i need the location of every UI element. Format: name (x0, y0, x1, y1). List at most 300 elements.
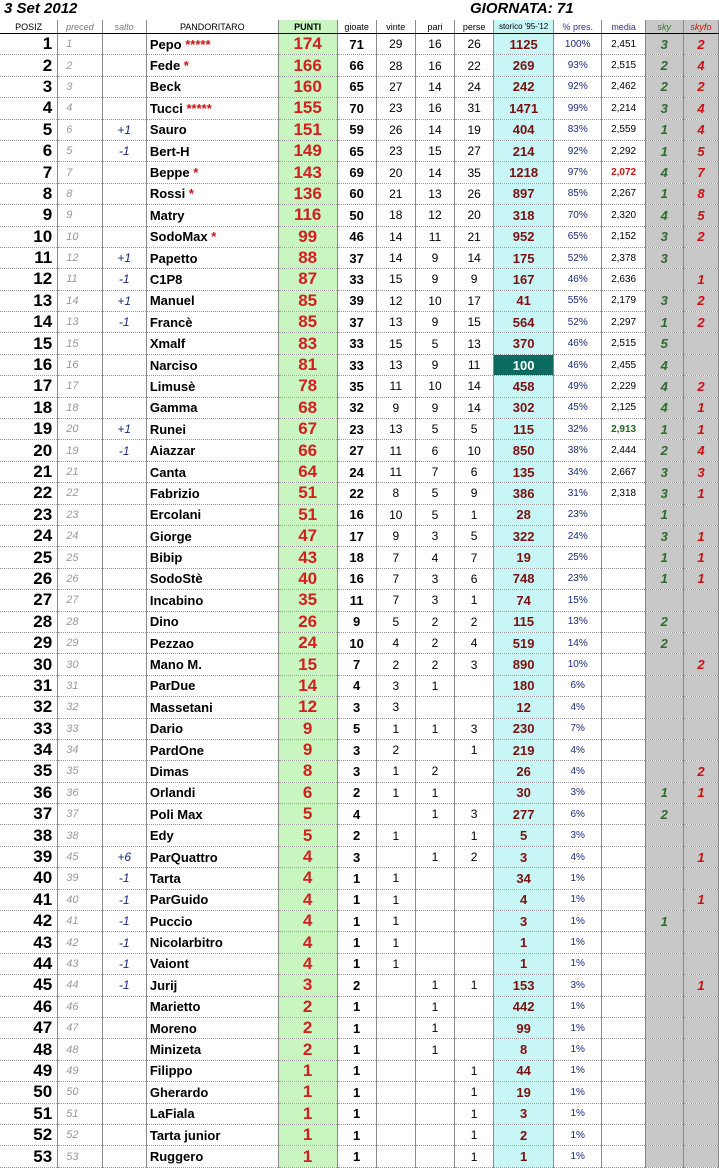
giocate-cell: 33 (337, 333, 376, 354)
media-cell (602, 547, 645, 568)
salto-cell (102, 333, 146, 354)
pos-cell: 42 (0, 911, 58, 932)
presenze-cell: 99% (554, 98, 602, 119)
storico-cell: 8 (494, 1039, 554, 1060)
presenze-cell: 1% (554, 889, 602, 910)
sky-cell (645, 1082, 683, 1103)
pos-cell: 47 (0, 1017, 58, 1038)
pos-cell: 44 (0, 953, 58, 974)
giocate-cell: 3 (337, 846, 376, 867)
vinte-cell: 23 (376, 140, 415, 161)
player-name: Sauro (149, 122, 187, 138)
presenze-cell: 1% (554, 1060, 602, 1081)
table-row (0, 911, 719, 932)
name-cell (146, 1060, 278, 1081)
pos-cell: 5 (0, 119, 58, 140)
name-cell (146, 1124, 278, 1145)
presenze-cell: 85% (554, 183, 602, 204)
media-cell: 2,444 (602, 440, 645, 461)
player-name: Gamma (149, 400, 198, 416)
punti-cell: 67 (278, 419, 337, 440)
vinte-cell: 1 (376, 889, 415, 910)
vinte-cell: 14 (376, 226, 415, 247)
pos-cell: 34 (0, 739, 58, 760)
player-name: Filippo (149, 1063, 193, 1079)
giocate-cell: 4 (337, 675, 376, 696)
storico-cell: 1471 (494, 98, 554, 119)
vinte-cell: 12 (376, 290, 415, 311)
storico-cell: 890 (494, 654, 554, 675)
header-presenze: % pres. (554, 20, 602, 34)
pari-cell (415, 825, 454, 846)
perse-cell: 19 (455, 119, 494, 140)
storico-cell: 458 (494, 376, 554, 397)
perse-cell: 10 (455, 440, 494, 461)
perse-cell: 3 (455, 718, 494, 739)
salto-cell (102, 1017, 146, 1038)
player-name: Limusè (149, 378, 196, 394)
player-name: Beppe (149, 165, 190, 181)
salto-cell (102, 98, 146, 119)
pari-cell: 14 (415, 119, 454, 140)
header-storico: storico '95-'12 (494, 20, 554, 34)
perse-cell: 26 (455, 34, 494, 55)
preced-cell: 30 (58, 654, 102, 675)
giocate-cell: 1 (337, 932, 376, 953)
giocate-cell: 1 (337, 1146, 376, 1167)
presenze-cell: 6% (554, 675, 602, 696)
pari-cell: 1 (415, 804, 454, 825)
player-name: Dino (149, 614, 179, 630)
salto-cell (102, 996, 146, 1017)
sky-cell (645, 975, 683, 996)
pari-cell (415, 1124, 454, 1145)
perse-cell: 20 (455, 205, 494, 226)
pari-cell: 5 (415, 483, 454, 504)
pos-cell: 17 (0, 376, 58, 397)
storico-cell: 404 (494, 119, 554, 140)
header-pandoritaro: PANDORITARO (146, 20, 278, 34)
skyfo-cell (683, 590, 718, 611)
sky-cell: 1 (645, 911, 683, 932)
salto-cell (102, 718, 146, 739)
vinte-cell: 1 (376, 782, 415, 803)
presenze-cell: 7% (554, 718, 602, 739)
perse-cell: 27 (455, 140, 494, 161)
salto-cell (102, 34, 146, 55)
sky-cell (645, 1017, 683, 1038)
pos-cell: 30 (0, 654, 58, 675)
pari-cell: 7 (415, 461, 454, 482)
salto-cell: +6 (102, 846, 146, 867)
giocate-cell: 33 (337, 354, 376, 375)
preced-cell: 44 (58, 975, 102, 996)
presenze-cell: 97% (554, 162, 602, 183)
presenze-cell: 13% (554, 611, 602, 632)
pos-cell: 9 (0, 205, 58, 226)
player-name: Minizeta (149, 1042, 202, 1058)
skyfo-cell: 5 (683, 140, 718, 161)
preced-cell: 10 (58, 226, 102, 247)
pari-cell: 9 (415, 269, 454, 290)
storico-cell: 19 (494, 547, 554, 568)
skyfo-cell: 5 (683, 205, 718, 226)
storico-cell: 167 (494, 269, 554, 290)
salto-cell (102, 568, 146, 589)
sky-cell (645, 697, 683, 718)
vinte-cell: 1 (376, 868, 415, 889)
vinte-cell: 3 (376, 697, 415, 718)
player-name: ParGuido (149, 892, 209, 908)
punti-cell: 15 (278, 654, 337, 675)
pari-cell: 9 (415, 397, 454, 418)
storico-cell: 564 (494, 312, 554, 333)
salto-cell (102, 525, 146, 546)
pari-cell: 16 (415, 55, 454, 76)
table-row (0, 76, 719, 97)
name-cell (146, 34, 278, 55)
pos-cell: 1 (0, 34, 58, 55)
preced-cell: 17 (58, 376, 102, 397)
vinte-cell: 13 (376, 354, 415, 375)
preced-cell: 39 (58, 868, 102, 889)
salto-cell (102, 739, 146, 760)
media-cell (602, 697, 645, 718)
preced-cell: 36 (58, 782, 102, 803)
perse-cell: 22 (455, 55, 494, 76)
punti-cell: 1 (278, 1082, 337, 1103)
header-media: media (602, 20, 645, 34)
player-name: Marietto (149, 999, 201, 1015)
punti-cell: 8 (278, 761, 337, 782)
storico-cell: 175 (494, 247, 554, 268)
perse-cell (455, 761, 494, 782)
name-cell (146, 419, 278, 440)
pari-cell: 1 (415, 675, 454, 696)
punti-cell: 83 (278, 333, 337, 354)
skyfo-cell: 1 (683, 782, 718, 803)
presenze-cell: 92% (554, 140, 602, 161)
skyfo-cell (683, 632, 718, 653)
sky-cell: 3 (645, 525, 683, 546)
presenze-cell: 14% (554, 632, 602, 653)
skyfo-cell (683, 739, 718, 760)
sky-cell (645, 825, 683, 846)
sky-cell: 1 (645, 504, 683, 525)
punti-cell: 4 (278, 868, 337, 889)
preced-cell: 22 (58, 483, 102, 504)
storico-cell: 41 (494, 290, 554, 311)
skyfo-cell (683, 354, 718, 375)
sky-cell: 2 (645, 611, 683, 632)
sky-cell: 2 (645, 55, 683, 76)
storico-cell: 44 (494, 1060, 554, 1081)
perse-cell: 3 (455, 654, 494, 675)
preced-cell: 7 (58, 162, 102, 183)
giocate-cell: 39 (337, 290, 376, 311)
vinte-cell (376, 846, 415, 867)
pos-cell: 22 (0, 483, 58, 504)
punti-cell: 88 (278, 247, 337, 268)
giocate-cell: 10 (337, 632, 376, 653)
player-name: Pezzao (149, 635, 194, 651)
sky-cell (645, 846, 683, 867)
vinte-cell: 2 (376, 654, 415, 675)
pos-cell: 8 (0, 183, 58, 204)
salto-cell: -1 (102, 312, 146, 333)
skyfo-cell: 3 (683, 461, 718, 482)
storico-cell: 952 (494, 226, 554, 247)
name-cell (146, 205, 278, 226)
player-name: Edy (149, 828, 174, 844)
pos-cell: 36 (0, 782, 58, 803)
player-name: ParQuattro (149, 849, 218, 865)
media-cell: 2,378 (602, 247, 645, 268)
name-cell (146, 290, 278, 311)
player-name: Papetto (149, 250, 198, 266)
pos-cell: 21 (0, 461, 58, 482)
presenze-cell: 52% (554, 312, 602, 333)
sky-cell (645, 590, 683, 611)
presenze-cell: 32% (554, 419, 602, 440)
punti-cell: 64 (278, 461, 337, 482)
table-row (0, 140, 719, 161)
pari-cell (415, 889, 454, 910)
pos-cell: 2 (0, 55, 58, 76)
punti-cell: 87 (278, 269, 337, 290)
salto-cell (102, 611, 146, 632)
perse-cell (455, 782, 494, 803)
punti-cell: 4 (278, 846, 337, 867)
vinte-cell: 1 (376, 932, 415, 953)
pos-cell: 49 (0, 1060, 58, 1081)
pos-cell: 28 (0, 611, 58, 632)
name-cell (146, 461, 278, 482)
giocate-cell: 59 (337, 119, 376, 140)
storico-cell: 230 (494, 718, 554, 739)
punti-cell: 4 (278, 889, 337, 910)
pos-cell: 43 (0, 932, 58, 953)
storico-cell: 30 (494, 782, 554, 803)
pari-cell: 2 (415, 611, 454, 632)
name-cell (146, 247, 278, 268)
salto-cell (102, 1124, 146, 1145)
storico-cell: 850 (494, 440, 554, 461)
perse-cell: 14 (455, 376, 494, 397)
pari-cell: 11 (415, 226, 454, 247)
preced-cell: 38 (58, 825, 102, 846)
punti-cell: 1 (278, 1146, 337, 1167)
vinte-cell: 26 (376, 119, 415, 140)
giocate-cell: 11 (337, 590, 376, 611)
sky-cell: 2 (645, 76, 683, 97)
salto-cell: -1 (102, 932, 146, 953)
pos-cell: 6 (0, 140, 58, 161)
sky-cell: 1 (645, 419, 683, 440)
salto-cell: -1 (102, 269, 146, 290)
punti-cell: 9 (278, 718, 337, 739)
punti-cell: 136 (278, 183, 337, 204)
pos-cell: 11 (0, 247, 58, 268)
name-cell (146, 825, 278, 846)
skyfo-cell (683, 1060, 718, 1081)
table-row (0, 354, 719, 375)
pos-cell: 16 (0, 354, 58, 375)
vinte-cell: 27 (376, 76, 415, 97)
pari-cell: 5 (415, 333, 454, 354)
presenze-cell: 83% (554, 119, 602, 140)
pos-cell: 40 (0, 868, 58, 889)
preced-cell: 41 (58, 911, 102, 932)
sky-cell (645, 1060, 683, 1081)
name-cell (146, 312, 278, 333)
salto-cell: +1 (102, 419, 146, 440)
presenze-cell: 93% (554, 55, 602, 76)
perse-cell: 26 (455, 183, 494, 204)
perse-cell: 6 (455, 461, 494, 482)
pari-cell: 9 (415, 312, 454, 333)
media-cell: 2,515 (602, 333, 645, 354)
preced-cell: 43 (58, 953, 102, 974)
table-row (0, 996, 719, 1017)
punti-cell: 35 (278, 590, 337, 611)
name-cell (146, 226, 278, 247)
storico-cell: 26 (494, 761, 554, 782)
sky-cell: 1 (645, 782, 683, 803)
media-cell (602, 1103, 645, 1124)
skyfo-cell: 1 (683, 846, 718, 867)
media-cell (602, 675, 645, 696)
name-cell (146, 1082, 278, 1103)
presenze-cell: 1% (554, 932, 602, 953)
media-cell (602, 761, 645, 782)
perse-cell: 1 (455, 1082, 494, 1103)
storico-cell: 74 (494, 590, 554, 611)
vinte-cell: 1 (376, 718, 415, 739)
vinte-cell (376, 1146, 415, 1167)
preced-cell: 3 (58, 76, 102, 97)
preced-cell: 8 (58, 183, 102, 204)
presenze-cell: 4% (554, 761, 602, 782)
pos-cell: 15 (0, 333, 58, 354)
pos-cell: 52 (0, 1124, 58, 1145)
preced-cell: 4 (58, 98, 102, 119)
skyfo-cell (683, 1017, 718, 1038)
preced-cell: 15 (58, 333, 102, 354)
giocate-cell: 3 (337, 761, 376, 782)
sky-cell: 4 (645, 162, 683, 183)
vinte-cell: 4 (376, 632, 415, 653)
media-cell: 2,455 (602, 354, 645, 375)
header-posiz: POSIZ (0, 20, 58, 34)
player-name: C1P8 (149, 271, 183, 287)
media-cell (602, 1017, 645, 1038)
media-cell (602, 718, 645, 739)
table-row (0, 55, 719, 76)
preced-cell: 34 (58, 739, 102, 760)
salto-cell (102, 1146, 146, 1167)
media-cell (602, 975, 645, 996)
pos-cell: 3 (0, 76, 58, 97)
skyfo-cell (683, 333, 718, 354)
punti-cell: 2 (278, 1039, 337, 1060)
vinte-cell: 23 (376, 98, 415, 119)
media-cell: 2,292 (602, 140, 645, 161)
perse-cell: 4 (455, 632, 494, 653)
pos-cell: 10 (0, 226, 58, 247)
vinte-cell: 7 (376, 547, 415, 568)
preced-cell: 2 (58, 55, 102, 76)
pari-cell: 10 (415, 290, 454, 311)
name-cell (146, 547, 278, 568)
skyfo-cell (683, 868, 718, 889)
table-row (0, 1146, 719, 1167)
table-row (0, 483, 719, 504)
media-cell (602, 654, 645, 675)
punti-cell: 155 (278, 98, 337, 119)
punti-cell: 47 (278, 525, 337, 546)
name-cell (146, 183, 278, 204)
salto-cell: -1 (102, 140, 146, 161)
salto-cell (102, 376, 146, 397)
pos-cell: 37 (0, 804, 58, 825)
skyfo-cell: 1 (683, 568, 718, 589)
vinte-cell: 15 (376, 333, 415, 354)
table-row (0, 183, 719, 204)
sky-cell: 2 (645, 440, 683, 461)
sky-cell: 2 (645, 632, 683, 653)
preced-cell: 28 (58, 611, 102, 632)
skyfo-cell (683, 825, 718, 846)
presenze-cell: 31% (554, 483, 602, 504)
table-row (0, 162, 719, 183)
skyfo-cell (683, 247, 718, 268)
sky-cell: 3 (645, 483, 683, 504)
perse-cell: 1 (455, 1103, 494, 1124)
storico-cell: 519 (494, 632, 554, 653)
media-cell: 2,636 (602, 269, 645, 290)
perse-cell (455, 996, 494, 1017)
giocate-cell: 69 (337, 162, 376, 183)
skyfo-cell: 2 (683, 312, 718, 333)
salto-cell (102, 162, 146, 183)
pari-cell: 3 (415, 525, 454, 546)
storico-cell: 442 (494, 996, 554, 1017)
giocate-cell: 1 (337, 1124, 376, 1145)
skyfo-cell (683, 1039, 718, 1060)
pos-cell: 20 (0, 440, 58, 461)
preced-cell: 19 (58, 440, 102, 461)
preced-cell: 14 (58, 290, 102, 311)
player-name: LaFiala (149, 1106, 195, 1122)
preced-cell: 18 (58, 397, 102, 418)
table-row (0, 632, 719, 653)
presenze-cell: 4% (554, 846, 602, 867)
perse-cell: 2 (455, 846, 494, 867)
giocate-cell: 23 (337, 419, 376, 440)
header-skyfo: skyfo (683, 20, 718, 34)
preced-cell: 26 (58, 568, 102, 589)
player-name: Bibip (149, 550, 183, 566)
salto-cell (102, 590, 146, 611)
vinte-cell (376, 1124, 415, 1145)
table-row (0, 1124, 719, 1145)
preced-cell: 21 (58, 461, 102, 482)
pari-cell: 9 (415, 354, 454, 375)
perse-cell: 17 (455, 290, 494, 311)
pari-cell: 10 (415, 376, 454, 397)
table-row (0, 547, 719, 568)
